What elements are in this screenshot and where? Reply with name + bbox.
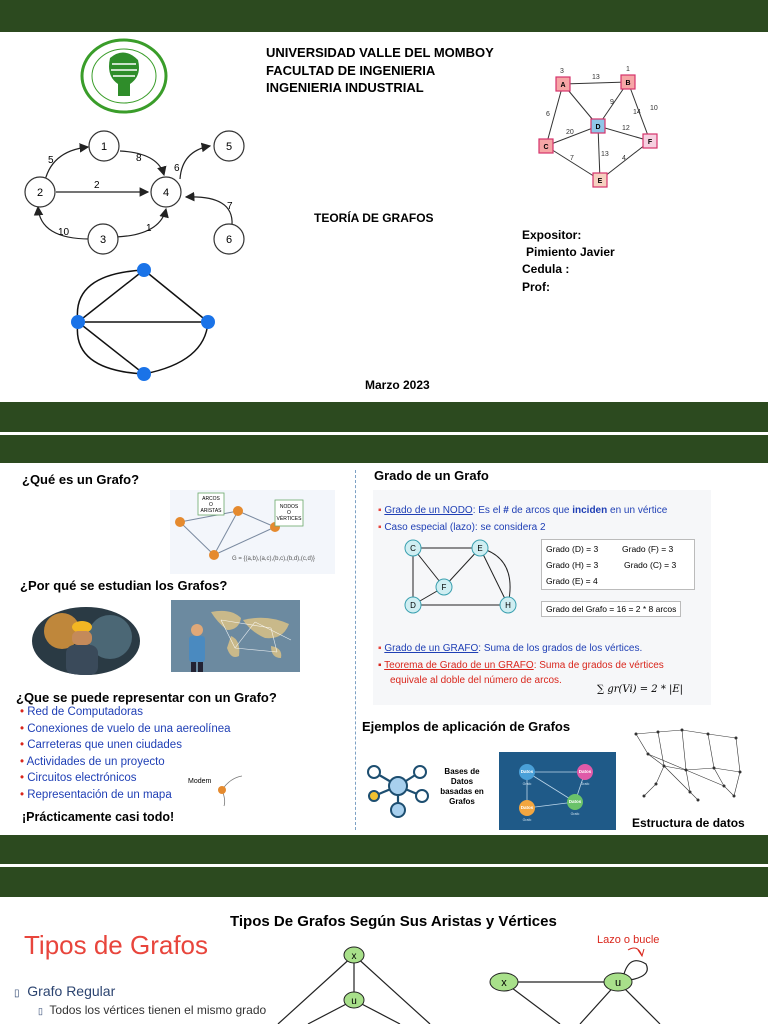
weighted-edge: 13 <box>601 151 609 158</box>
caso-especial: ▪ Caso especial (lazo): se considera 2 <box>378 522 546 533</box>
grado-grafo-box: Grado del Grafo = 16 = 2 * 8 arcos <box>541 601 681 617</box>
bullet-icon: • <box>20 739 25 751</box>
university-name: UNIVERSIDAD VALLE DEL MOMBOY <box>266 45 494 60</box>
bullet-icon: • <box>20 722 25 735</box>
top-band <box>0 0 768 32</box>
band-4 <box>0 867 768 897</box>
db-node-label: Datos <box>568 799 582 804</box>
bullet-icon: • <box>20 755 25 768</box>
bullet-icon: • <box>20 706 25 718</box>
weighted-node: B <box>625 80 631 87</box>
loop-node: u <box>614 977 622 989</box>
nodos-label: O <box>287 510 291 516</box>
digraph-weight: 7 <box>227 201 233 212</box>
digraph-weight: 6 <box>174 163 180 174</box>
list-item: • Red de Computadoras <box>20 706 143 718</box>
weighted-edge: 6 <box>546 111 550 118</box>
list-item: • Conexiones de vuelo de una aereolínea <box>20 722 231 735</box>
formula-set: G = {(a,b),(a,c),(b,c),(b,d),(c,d)} <box>232 556 315 562</box>
weighted-edge: 7 <box>570 155 574 162</box>
bullet-icon: ▯ <box>14 988 20 999</box>
bullet-icon: ▪ <box>378 660 382 671</box>
engineer-image <box>32 607 140 675</box>
graph-database-image <box>499 752 616 830</box>
modem-label: Modem <box>188 778 212 785</box>
tipos-title: Tipos De Grafos Según Sus Aristas y Vértices <box>230 913 557 930</box>
list-item: • Carreteras que unen ciudades <box>20 739 182 751</box>
grado-title: Grado de un Grafo <box>374 468 489 483</box>
arcos-label: O <box>209 502 213 508</box>
grado-graph <box>398 538 528 618</box>
db-node-sub: Grafo <box>570 812 580 816</box>
digraph-node: 1 <box>100 141 108 153</box>
weighted-mark: 3 <box>560 68 564 75</box>
expositor-label: Expositor: <box>522 228 582 242</box>
q-que-es: ¿Qué es un Grafo? <box>22 472 140 487</box>
representar-list <box>20 706 231 805</box>
weighted-node: D <box>595 124 601 131</box>
weighted-edge: 9 <box>610 99 614 106</box>
bullet-icon: ▪ <box>378 505 382 516</box>
vertical-divider <box>355 470 356 830</box>
teorema-link[interactable]: Teorema de Grado de un GRAFO <box>384 660 534 671</box>
db-node-label: Datos <box>520 769 534 774</box>
estructura-label: Estructura de datos <box>632 816 745 830</box>
db-node-sub: Grafo <box>580 782 590 786</box>
weighted-graph <box>530 64 665 192</box>
lazo-label: Lazo o bucle <box>597 934 660 946</box>
grado-grafo-line: ▪ Grado de un GRAFO: Suma de los grados de los vértices. <box>378 643 643 654</box>
bullet-icon: ▪ <box>378 643 382 654</box>
grado-h: Grado (H) = 3 <box>546 560 599 570</box>
regular-node: x <box>351 951 357 962</box>
bullet-icon: ▯ <box>38 1006 43 1016</box>
db-node-label: Datos <box>578 769 592 774</box>
grado-e: Grado (E) = 4 <box>546 576 598 586</box>
bullet-icon: • <box>20 788 25 801</box>
grado-nodo-link[interactable]: Grado de un NODO <box>384 505 473 516</box>
digraph-node: 5 <box>225 141 233 153</box>
weighted-node: A <box>560 82 566 89</box>
cedula-label: Cedula : <box>522 262 570 276</box>
digraph-weight: 2 <box>94 180 100 191</box>
modem-diagram <box>214 772 244 808</box>
list-item: • Actividades de un proyecto <box>20 755 165 768</box>
grado-f: Grado (F) = 3 <box>622 544 674 554</box>
regular-node: u <box>351 996 357 1007</box>
grado-node: C <box>410 544 416 553</box>
grado-node: H <box>505 601 511 610</box>
bullet-icon: ▪ <box>378 522 382 533</box>
grado-node: D <box>410 601 416 610</box>
expositor-name: Pimiento Javier <box>526 245 615 259</box>
weighted-node: F <box>647 139 653 146</box>
loop-graph <box>470 946 670 1024</box>
digraph-node: 6 <box>225 234 233 246</box>
digraph-weight: 10 <box>58 227 70 238</box>
grado-d: Grado (D) = 3 <box>546 544 599 554</box>
weighted-edge: 20 <box>566 129 574 136</box>
db-node-sub: Grafo <box>522 818 532 822</box>
topic-title: TEORÍA DE GRAFOS <box>314 211 434 225</box>
directed-graph <box>20 125 260 260</box>
band-3 <box>0 835 768 864</box>
weighted-edge: 13 <box>592 74 600 81</box>
program-name: INGENIERIA INDUSTRIAL <box>266 80 424 95</box>
weighted-edge: 12 <box>622 125 630 132</box>
multigraph <box>65 262 225 384</box>
list-item: • Representación de un mapa <box>20 788 172 801</box>
university-logo <box>80 38 168 114</box>
graph-db-icon <box>362 760 432 820</box>
weighted-edge: 10 <box>650 105 658 112</box>
weighted-node: C <box>543 144 549 151</box>
q-por-que: ¿Por qué se estudian los Grafos? <box>20 578 228 593</box>
teorema-line: ▪ Teorema de Grado de un GRAFO: Suma de grados de vértices <box>378 660 664 671</box>
grado-node: F <box>441 583 447 592</box>
arcos-label: ARCOS <box>202 496 220 502</box>
q-que-representar: ¿Que se puede representar con un Grafo? <box>16 690 277 705</box>
bullet-icon: • <box>20 772 25 784</box>
grado-node: E <box>477 544 483 553</box>
arcos-label: ARISTAS <box>200 508 222 514</box>
world-network-image <box>171 600 300 672</box>
db-node-label: Datos <box>520 805 534 810</box>
que-es-diagram <box>170 490 335 574</box>
prof-label: Prof: <box>522 280 550 294</box>
digraph-node: 4 <box>162 187 170 199</box>
band-1 <box>0 402 768 432</box>
digraph-weight: 5 <box>48 155 54 166</box>
nodos-label: VÉRTICES <box>276 516 302 522</box>
weighted-edge: 14 <box>633 109 641 116</box>
band-2 <box>0 435 768 463</box>
weighted-edge: 4 <box>622 155 626 162</box>
teorema-line-2: equivale al doble del número de arcos. <box>390 675 562 686</box>
db-node-sub: Grafo <box>522 782 532 786</box>
nodos-label: NODOS <box>279 504 299 510</box>
degree-formula: ∑ gr(Vi) = 2 * |E| <box>597 684 684 695</box>
weighted-node: E <box>597 178 603 185</box>
bases-datos-label: Bases de Datos basadas en Grafos <box>440 767 484 806</box>
date-label: Marzo 2023 <box>365 378 430 392</box>
weighted-mark: 1 <box>626 66 630 73</box>
ejemplos-title: Ejemplos de aplicación de Grafos <box>362 719 571 734</box>
digraph-weight: 8 <box>136 153 142 164</box>
road-network-map <box>628 724 752 806</box>
grado-nodo-line: ▪ Grado de un NODO: Es el # de arcos que inciden en un vértice <box>378 505 668 516</box>
regular-desc: ▯ Todos los vértices tienen el mismo grado <box>38 1003 267 1017</box>
closing-text: ¡Prácticamente casi todo! <box>22 810 175 824</box>
loop-node: x <box>501 977 507 989</box>
grado-c: Grado (C) = 3 <box>624 560 677 570</box>
list-item: • Circuitos electrónicos <box>20 772 137 784</box>
regular-graph <box>268 942 438 1024</box>
grado-values-box <box>541 539 695 590</box>
tipos-heading: Tipos de Grafos <box>24 930 209 960</box>
regular-item: ▯ Grafo Regular <box>14 983 116 999</box>
faculty-name: FACULTAD DE INGENIERIA <box>266 63 436 78</box>
digraph-node: 3 <box>99 234 107 246</box>
digraph-node: 2 <box>36 187 44 199</box>
digraph-weight: 1 <box>146 223 152 234</box>
grado-grafo-link[interactable]: Grado de un GRAFO <box>384 643 479 654</box>
